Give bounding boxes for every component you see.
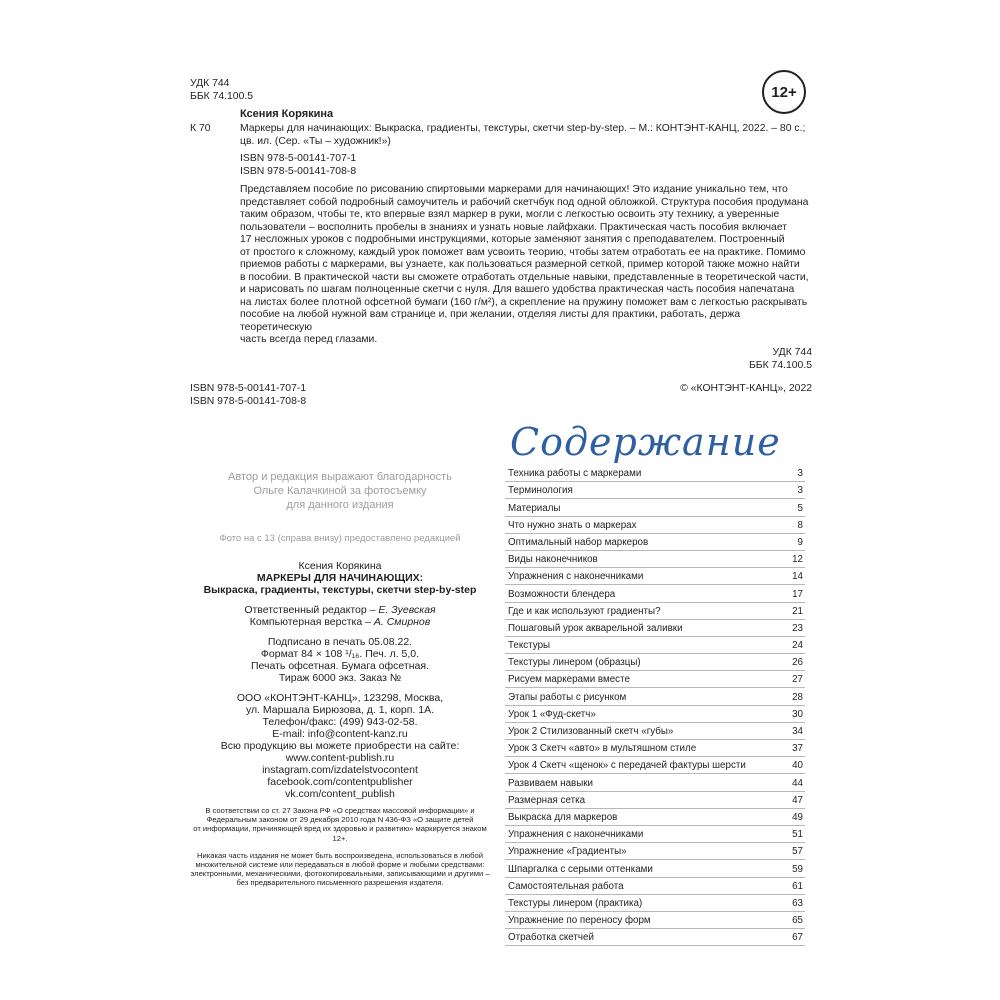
- description-line: в пособии. В практической части вы сможете отработать отдельные навыки, представленные в теоретической части,: [240, 271, 809, 283]
- print-line: Печать офсетная. Бумага офсетная.: [251, 660, 429, 672]
- age-rating-badge: 12+: [762, 70, 806, 114]
- toc-entry-page: 30: [792, 708, 803, 720]
- toc-entry-page: 63: [792, 897, 803, 909]
- layout-label: Компьютерная верстка –: [249, 616, 374, 628]
- toc-entry-title: Упражнения с наконечниками: [508, 829, 644, 841]
- publisher-line: vk.com/content_publish: [285, 788, 395, 800]
- photo-credit: Фото на с 13 (справа внизу) предоставлено редакцией: [219, 533, 461, 544]
- table-of-contents: [505, 465, 805, 946]
- isbn-line: ISBN 978-5-00141-708-8: [190, 395, 307, 407]
- toc-entry-page: 3: [797, 468, 803, 480]
- toc-entry: [505, 688, 805, 705]
- bibliographic-record: [240, 123, 810, 148]
- toc-entry-title: Где и как используют градиенты?: [508, 605, 661, 617]
- biblio-line: цв. ил. (Сер. «Ты – художник!»): [240, 135, 391, 147]
- toc-entry: [505, 654, 805, 671]
- toc-entry: [505, 465, 805, 482]
- legal-line: 12+.: [332, 833, 348, 843]
- toc-entry: [505, 499, 805, 516]
- editor-name: Е. Зуевская: [378, 604, 436, 616]
- toc-entry: [505, 706, 805, 723]
- toc-entry-title: Упражнения с наконечниками: [508, 571, 644, 583]
- toc-entry-title: Отработка скетчей: [508, 932, 594, 944]
- toc-entry: [505, 723, 805, 740]
- toc-entry-title: Что нужно знать о маркерах: [508, 519, 637, 531]
- publisher-line: Телефон/факс: (499) 943-02-58.: [262, 716, 418, 728]
- udk-code: УДК 744: [190, 78, 230, 89]
- layout-line: [190, 616, 490, 628]
- legal-line: без предварительного письменного разрешения издателя.: [236, 878, 444, 888]
- toc-entry-title: Оптимальный набор маркеров: [508, 536, 649, 548]
- publisher-line: instagram.com/izdatelstvocontent: [262, 764, 418, 776]
- toc-entry-page: 8: [797, 519, 803, 531]
- copyright-notice: © «КОНТЭНТ-КАНЦ», 2022: [680, 383, 812, 394]
- toc-entry-title: Размерная сетка: [508, 794, 586, 806]
- legal-line: от информации, причиняющей вред их здоровью и развитию» маркируется знаком: [193, 824, 487, 834]
- udk-code: УДК 744: [772, 347, 812, 358]
- description-line: пользователи – восполнить пробелы в знаниях и узнать новые лайфхаки. Практическая часть пособия включает: [240, 221, 788, 233]
- toc-entry-title: Выкраска для маркеров: [508, 811, 618, 823]
- description-line: таким образом, чтобы те, кто впервые взял маркер в руки, могли с легкостью освоить эту технику, а уверенные: [240, 209, 780, 220]
- toc-entry-page: 9: [797, 536, 803, 548]
- toc-entry: [505, 895, 805, 912]
- legal-notices: [190, 806, 490, 888]
- toc-entry-title: Материалы: [508, 502, 561, 514]
- toc-entry-page: 37: [792, 743, 803, 755]
- print-line: Формат 84 × 108 ¹/₁₆. Печ. л. 5,0.: [260, 648, 420, 660]
- toc-entry-page: 59: [792, 863, 803, 875]
- toc-entry-title: Урок 1 «Фуд-скетч»: [508, 708, 596, 720]
- toc-entry-page: 21: [792, 605, 803, 617]
- toc-entry: [505, 482, 805, 499]
- toc-entry: [505, 809, 805, 826]
- toc-entry: [505, 585, 805, 602]
- toc-entry-title: Рисуем маркерами вместе: [508, 674, 630, 686]
- toc-entry-title: Шпаргалка с серыми оттенками: [508, 863, 653, 875]
- toc-entry: [505, 912, 805, 929]
- toc-entry-page: 44: [792, 777, 803, 789]
- imprint-block: [190, 560, 490, 800]
- toc-entry: [505, 878, 805, 895]
- toc-entry: [505, 671, 805, 688]
- description-line: от простого к сложному, каждый урок поможет вам усвоить теорию, чтобы затем отработать ее на практике. Помимо: [240, 246, 806, 258]
- bbk-code: ББК 74.100.5: [748, 359, 812, 371]
- toc-entry-page: 26: [792, 657, 803, 669]
- publisher-line: ул. Маршала Бирюзова, д. 1, корп. 1А.: [245, 704, 435, 716]
- toc-entry: [505, 774, 805, 791]
- publisher-line: ООО «КОНТЭНТ-КАНЦ», 123298, Москва,: [236, 692, 444, 704]
- udk-bbk-top: [190, 78, 253, 103]
- isbn-line: ISBN 978-5-00141-708-8: [240, 165, 357, 177]
- description-line: Представляем пособие по рисованию спиртовыми маркерами для начинающих! Это издание уникально тем, что: [240, 184, 788, 195]
- description-line: приемов работы с маркерами, вы узнаете, как пользоваться размерной сеткой, пример которой также можно найти: [240, 259, 800, 270]
- isbn-line: ISBN 978-5-00141-707-1: [190, 383, 307, 394]
- toc-entry-page: 24: [792, 640, 803, 652]
- editor-line: [190, 604, 490, 616]
- toc-entry-page: 5: [797, 502, 803, 514]
- imprint-title: МАРКЕРЫ ДЛЯ НАЧИНАЮЩИХ:: [256, 572, 424, 584]
- biblio-line: Маркеры для начинающих: Выкраска, градиенты, текстуры, скетчи step-by-step. – М.: КОНТЭНТ-КАНЦ, 2022. – 80 с.;: [240, 123, 806, 134]
- toc-entry: [505, 620, 805, 637]
- toc-entry-title: Текстуры линером (образцы): [508, 657, 641, 669]
- legal-line: Никакая часть издания не может быть воспроизведена, использоваться в любой: [197, 850, 483, 860]
- description-line: на листах более плотной офсетной бумаги (160 г/м²), а скрепление на пружину поможет вам с легкостью раскрывать: [240, 296, 808, 308]
- toc-entry: [505, 534, 805, 551]
- isbn-block-bottom: [190, 383, 306, 408]
- toc-entry: [505, 929, 805, 946]
- description-line: и нарисовать по шагам полноценные скетчи с нуля. Для вашего удобства практическая часть пособия напечатана: [240, 284, 795, 295]
- toc-entry: [505, 792, 805, 809]
- toc-entry: [505, 603, 805, 620]
- toc-entry-page: 49: [792, 811, 803, 823]
- toc-entry-title: Урок 3 Скетч «авто» в мультяшном стиле: [508, 743, 697, 755]
- toc-entry-page: 14: [792, 571, 803, 583]
- bbk-code: ББК 74.100.5: [190, 90, 254, 102]
- isbn-block-top: [240, 153, 356, 178]
- toc-entry-page: 23: [792, 622, 803, 634]
- toc-entry-page: 40: [792, 760, 803, 772]
- toc-entry-page: 12: [792, 554, 803, 566]
- legal-line: электронными, механическими, фотокопировальными, записывающими и другими –: [190, 869, 490, 879]
- imprint-subtitle: Выкраска, градиенты, текстуры, скетчи step-by-step: [203, 584, 477, 596]
- toc-entry-page: 61: [792, 880, 803, 892]
- layout-name: А. Смирнов: [373, 616, 431, 628]
- toc-entry-page: 34: [792, 726, 803, 737]
- toc-entry-page: 67: [792, 932, 803, 944]
- description-line: представляет собой подробный самоучитель и рабочий скетчбук под одной обложкой. Структура пособия продумана: [240, 196, 809, 208]
- legal-line: Федеральным законом от 29 декабря 2010 года N 436-ФЗ «О защите детей: [206, 815, 474, 825]
- toc-entry: [505, 860, 805, 877]
- print-line: Подписано в печать 05.08.22.: [267, 636, 413, 648]
- toc-entry-title: Самостоятельная работа: [508, 880, 624, 892]
- toc-entry-page: 65: [792, 915, 803, 927]
- legal-line: множительной системе или передаваться в любой форме и любыми средствами:: [195, 860, 485, 870]
- udk-bbk-right: [600, 347, 812, 372]
- legal-line: В соответствии со ст. 27 Закона РФ «О средствах массовой информации» и: [205, 806, 475, 815]
- toc-entry-title: Развиваем навыки: [508, 777, 594, 789]
- toc-entry-title: Текстуры линером (практика): [508, 897, 643, 909]
- acknowledgement-line: для данного издания: [286, 499, 394, 511]
- author-sign-code: К 70: [190, 123, 211, 134]
- print-line: Тираж 6000 экз. Заказ №: [278, 672, 402, 684]
- toc-entry-page: 3: [797, 485, 803, 497]
- toc-entry: [505, 517, 805, 534]
- publisher-line: www.content-publish.ru: [285, 752, 395, 764]
- toc-entry-title: Терминология: [508, 485, 573, 497]
- toc-entry: [505, 757, 805, 774]
- toc-entry: [505, 826, 805, 843]
- toc-entry-title: Этапы работы с рисунком: [508, 691, 627, 703]
- toc-entry: [505, 637, 805, 654]
- toc-entry-page: 57: [792, 846, 803, 858]
- toc-entry-title: Урок 2 Стилизованный скетч «губы»: [508, 726, 674, 737]
- publisher-line: E-mail: info@content-kanz.ru: [272, 728, 408, 740]
- isbn-line: ISBN 978-5-00141-707-1: [240, 153, 357, 164]
- toc-entry-page: 47: [792, 794, 803, 806]
- description-line: пособие на любой нужной вам странице и, при желании, отделяя листы для практики, работать, держа теоретическую: [240, 309, 741, 333]
- description-line: 17 несложных уроков с подробными инструкциями, которые заменяют занятия с преподавателем. Построенный: [240, 234, 785, 245]
- toc-entry: [505, 740, 805, 757]
- toc-entry-title: Пошаговый урок акварельной заливки: [508, 622, 683, 634]
- imprint-author: Ксения Корякина: [298, 560, 382, 572]
- description-line: часть всегда перед глазами.: [240, 334, 378, 345]
- publisher-line: Всю продукцию вы можете приобрести на сайте:: [220, 740, 460, 752]
- author-name: Ксения Корякина: [240, 108, 334, 120]
- toc-entry: [505, 551, 805, 568]
- toc-entry-page: 51: [792, 829, 803, 841]
- acknowledgement-line: Автор и редакция выражают благодарность: [228, 471, 452, 483]
- editor-label: Ответственный редактор –: [244, 604, 379, 616]
- toc-entry-title: Техника работы с маркерами: [508, 468, 642, 480]
- toc-entry-page: 17: [792, 588, 803, 600]
- publisher-line: facebook.com/contentpublisher: [267, 776, 413, 788]
- toc-entry-page: 27: [792, 674, 803, 686]
- toc-entry-title: Упражнение «Градиенты»: [508, 846, 627, 858]
- acknowledgement: [190, 470, 490, 512]
- toc-entry-title: Урок 4 Скетч «щенок» с передачей фактуры шерсти: [508, 760, 746, 772]
- acknowledgement-line: Ольге Калачкиной за фотосъемку: [253, 485, 427, 497]
- toc-entry-title: Текстуры: [508, 640, 551, 652]
- book-description: [240, 184, 812, 347]
- toc-entry-title: Виды наконечников: [508, 554, 598, 566]
- toc-title: Содержание: [510, 420, 781, 464]
- toc-entry-title: Упражнение по переносу форм: [508, 915, 651, 927]
- toc-entry: [505, 843, 805, 860]
- toc-entry-title: Возможности блендера: [508, 588, 616, 600]
- toc-entry: [505, 568, 805, 585]
- toc-entry-page: 28: [792, 691, 803, 703]
